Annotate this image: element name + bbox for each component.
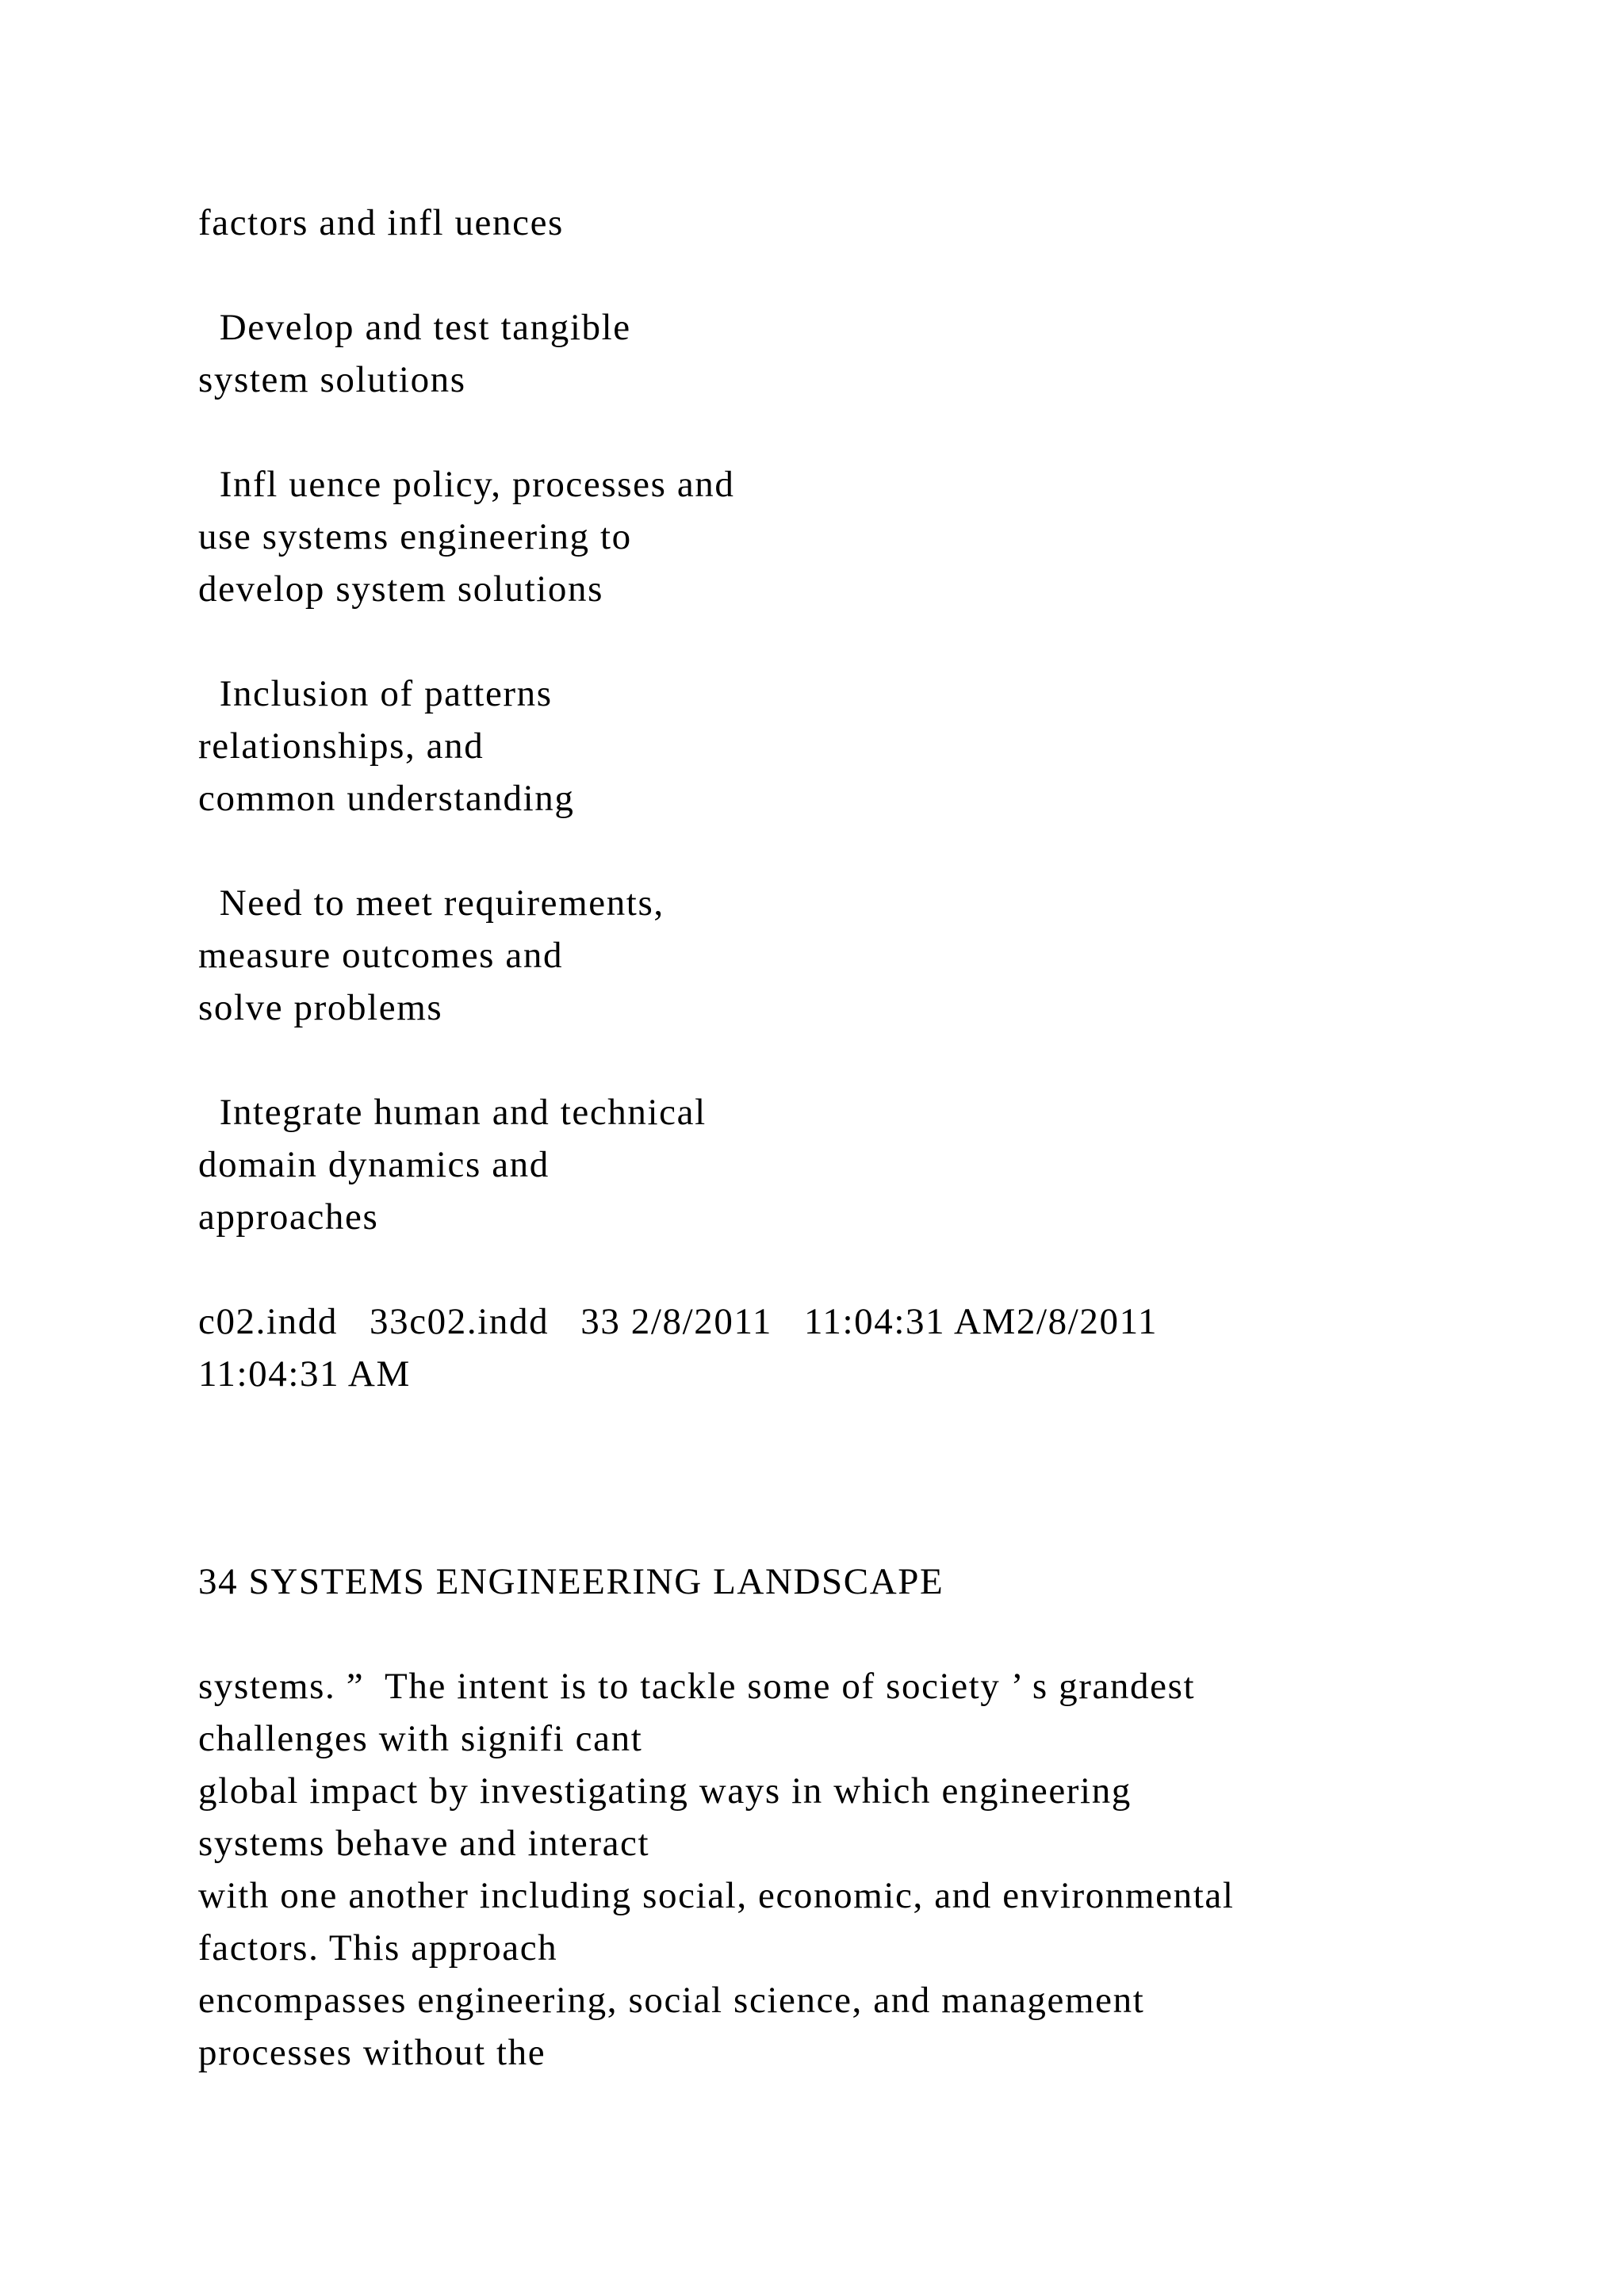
text-line: Integrate human and technical bbox=[198, 1092, 707, 1133]
text-line: factors. This approach bbox=[198, 1927, 558, 1969]
file-stamp-line: 11:04:31 AM bbox=[198, 1353, 411, 1395]
text-line: relationships, and bbox=[198, 725, 485, 767]
text-line: global impact by investigating ways in which engineering bbox=[198, 1770, 1132, 1812]
page-header: 34 SYSTEMS ENGINEERING LANDSCAPE bbox=[198, 1561, 944, 1602]
text-line: encompasses engineering, social science, and management bbox=[198, 1980, 1145, 2021]
text-line: domain dynamics and bbox=[198, 1144, 550, 1185]
text-line: common understanding bbox=[198, 778, 575, 819]
text-line: systems behave and interact bbox=[198, 1823, 650, 1864]
text-line: with one another including social, economic, and environmental bbox=[198, 1875, 1235, 1916]
text-line: challenges with signifi cant bbox=[198, 1718, 643, 1759]
text-line: solve problems bbox=[198, 987, 443, 1028]
text-line: Need to meet requirements, bbox=[198, 882, 665, 924]
text-line: Develop and test tangible bbox=[198, 307, 631, 348]
text-line: factors and infl uences bbox=[198, 202, 564, 243]
text-line: system solutions bbox=[198, 359, 466, 400]
text-line: develop system solutions bbox=[198, 568, 603, 610]
text-line: Inclusion of patterns bbox=[198, 673, 553, 714]
file-stamp-line: c02.indd 33c02.indd 33 2/8/2011 11:04:31 AM2/8/2011 bbox=[198, 1301, 1159, 1342]
text-line: use systems engineering to bbox=[198, 516, 632, 557]
text-line: Infl uence policy, processes and bbox=[198, 464, 735, 505]
text-line: approaches bbox=[198, 1196, 379, 1238]
text-line: processes without the bbox=[198, 2032, 546, 2073]
text-line: systems. ” The intent is to tackle some of society ’ s grandest bbox=[198, 1666, 1196, 1707]
text-line: measure outcomes and bbox=[198, 935, 564, 976]
